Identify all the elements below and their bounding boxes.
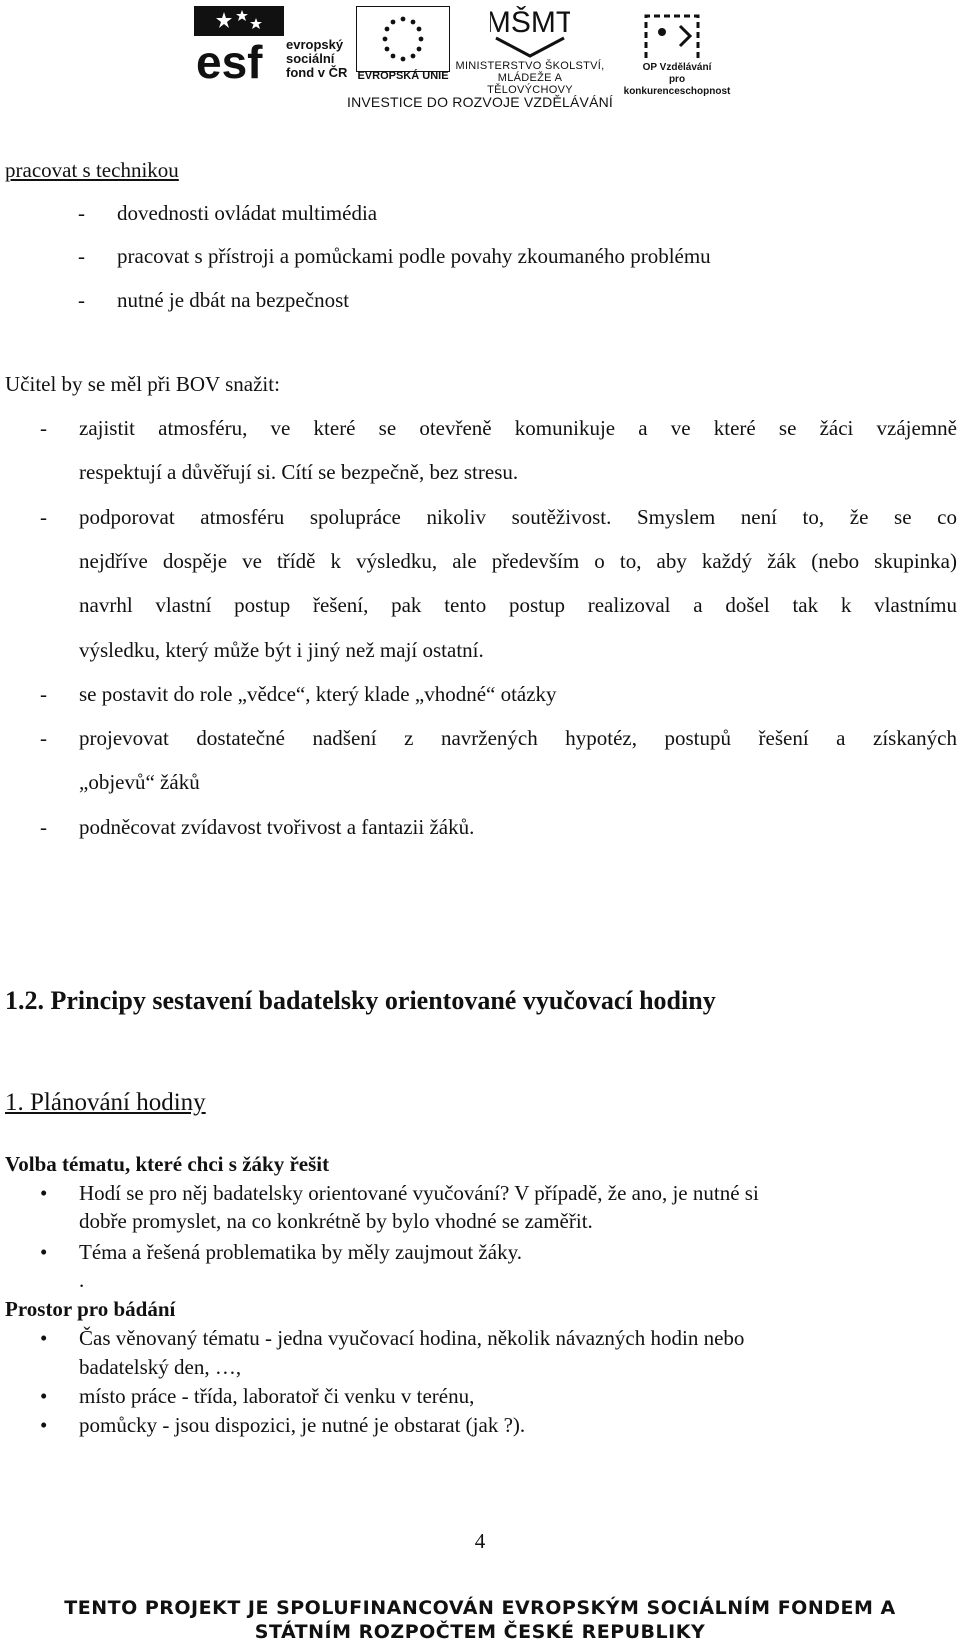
teacher-line: navrhl vlastní postup řešení, pak tento postup realizoval a došel tak k vlastnímu [79,593,957,617]
eu-flag-icon [356,6,450,72]
list-dash: - [78,288,85,312]
planning-heading: 1. Plánování hodiny [5,1089,206,1116]
msmt-line-1: MINISTERSTVO ŠKOLSTVÍ, [455,60,605,72]
topic-heading: Volba tématu, které chci s žáky řešit [5,1152,330,1176]
teacher-line: respektují a důvěřují si. Cítí se bezpečně, bez stresu. [79,460,519,484]
footer-line-1: TENTO PROJEKT JE SPOLUFINANCOVÁN EVROPSKÝM SOCIÁLNÍM FONDEM A [64,1597,896,1619]
op-text [622,62,732,98]
op-logo-icon [640,8,704,62]
list-dash: - [78,244,85,268]
topic-line: Hodí se pro něj badatelsky orientované vyučování? V případě, že ano, je nutné si [79,1181,759,1205]
esf-line-1: evropský [286,37,344,52]
teacher-intro: Učitel by se měl při BOV snažit: [5,372,280,396]
bullet-icon: • [40,1240,48,1264]
teacher-line: „objevů“ žáků [79,770,200,794]
space-line: Čas věnovaný tématu - jedna vyučovací hodina, několik návazných hodin nebo [79,1326,745,1350]
stray-dot: . [79,1268,85,1292]
msmt-logo-icon [490,4,570,60]
header-logos [0,0,960,118]
space-line: badatelský den, …, [79,1355,242,1379]
work-heading: pracovat s technikou [5,158,179,182]
teacher-line: výsledku, který může být i jiný než mají ostatní. [79,638,484,662]
space-heading: Prostor pro bádání [5,1297,176,1321]
msmt-text [455,60,605,96]
eu-label: EVROPSKÁ UNIE [357,70,449,82]
work-item: nutné je dbát na bezpečnost [117,288,350,312]
work-item: dovednosti ovládat multimédia [117,201,378,225]
topic-line: Téma a řešená problematika by měly zaujmout žáky. [79,1240,522,1264]
esf-logo [194,6,284,80]
bullet-icon: • [40,1413,48,1437]
teacher-line: podněcovat zvídavost tvořivost a fantazii žáků. [79,815,475,839]
chapter-title: 1.2. Principy sestavení badatelsky orientované vyučovací hodiny [5,986,716,1015]
list-dash: - [40,726,47,750]
bullet-icon: • [40,1384,48,1408]
teacher-line: se postavit do role „vědce“, který klade „vhodné“ otázky [79,682,557,706]
teacher-line: nejdříve dospěje ve třídě k výsledku, ale především o to, aby každý žák (nebo skupinka) [79,549,957,573]
space-line: místo práce - třída, laboratoř či venku v terénu, [79,1384,475,1408]
list-dash: - [40,815,47,839]
esf-mark-icon [194,6,284,80]
teacher-line: zajistit atmosféru, ve které se otevřeně komunikuje a ve které se žáci vzájemně [79,416,957,440]
esf-line-3: fond v ČR [286,65,348,80]
footer-line-2: STÁTNÍM ROZPOČTEM ČESKÉ REPUBLIKY [254,1621,706,1643]
header-tagline: INVESTICE DO ROZVOJE VZDĚLÁVÁNÍ [346,94,614,110]
list-dash: - [78,201,85,225]
work-item: pracovat s přístroji a pomůckami podle povahy zkoumaného problému [117,244,711,268]
space-line: pomůcky - jsou dispozici, je nutné je obstarat (jak ?). [79,1413,526,1437]
svg-text:esf: esf [196,36,263,80]
esf-line-2: sociální [286,51,335,66]
list-dash: - [40,682,47,706]
bullet-icon: • [40,1181,48,1205]
msmt-line-2: MLÁDEŽE A TĚLOVÝCHOVY [487,72,573,96]
bullet-icon: • [40,1326,48,1350]
list-dash: - [40,505,47,529]
op-line-1: OP Vzdělávání [642,62,712,73]
teacher-line: podporovat atmosféru spolupráce nikoliv soutěživost. Smyslem není to, že se co [79,505,957,529]
esf-logo-text [286,38,347,80]
op-line-2: pro konkurenceschopnost [623,74,731,97]
page-number: 4 [474,1529,486,1553]
teacher-line: projevovat dostatečné nadšení z navržených hypotéz, postupů řešení a získaných [79,726,957,750]
topic-line: dobře promyslet, na co konkrétně by bylo vhodné se zaměřit. [79,1209,593,1233]
svg-text:MŠMT: MŠMT [490,6,570,39]
list-dash: - [40,416,47,440]
